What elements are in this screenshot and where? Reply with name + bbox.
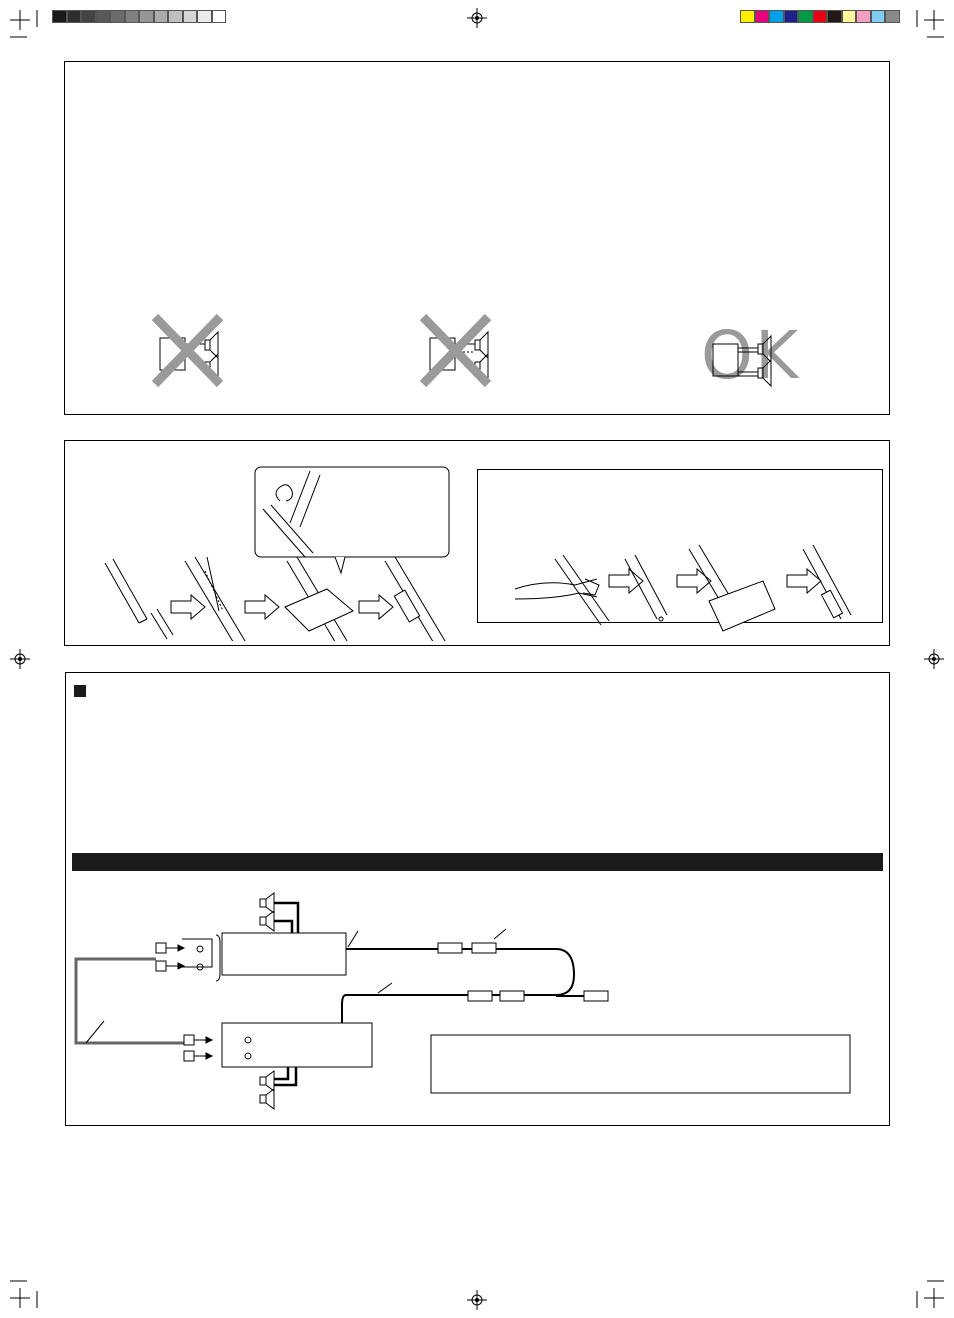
crosshair-icon: [10, 649, 30, 669]
cross-mark-icon: [150, 312, 230, 392]
ok-label: OK: [701, 317, 801, 394]
wire-insulation-steps-illustration: [505, 539, 885, 639]
amplifier-connection-diagram: [66, 873, 886, 1123]
section-header-bar: [72, 853, 883, 871]
square-bullet-icon: [74, 685, 86, 697]
crosshair-icon: [467, 8, 487, 28]
crosshair-icon: [924, 649, 944, 669]
wire-splicing-steps-illustration: [95, 461, 495, 641]
cross-mark-icon: [418, 312, 498, 392]
speaker-connection-panel: [64, 61, 890, 415]
connection-diagram-panel: [65, 672, 890, 1126]
correct-speaker-connection-illustration: [710, 332, 790, 392]
crosshair-icon: [467, 1290, 487, 1310]
wire-splicing-panel: [64, 440, 890, 646]
